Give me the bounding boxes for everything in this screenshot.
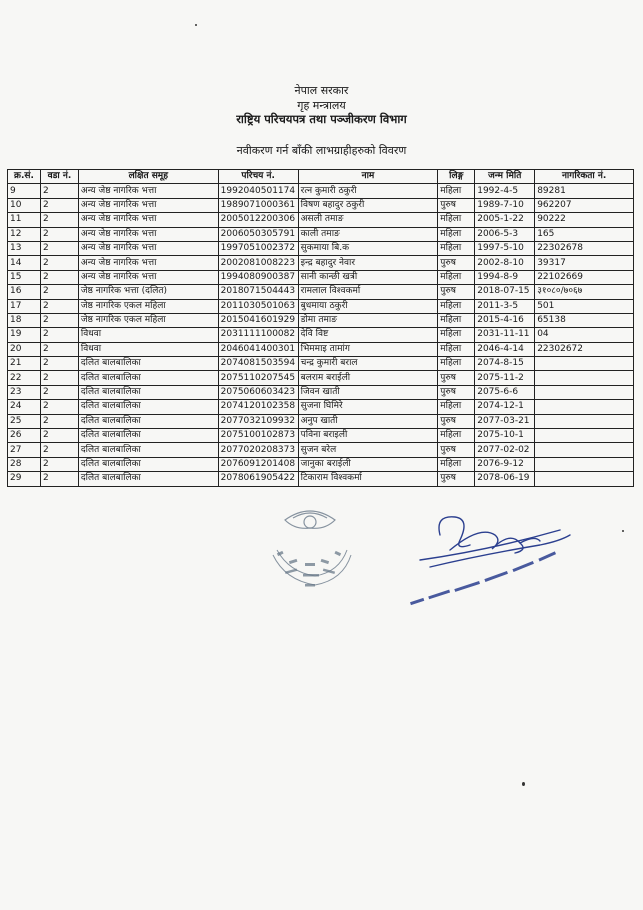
cell-gender: महिला (438, 299, 475, 313)
table-row (8, 429, 634, 443)
cell-gender: पुरुष (438, 472, 475, 486)
speck (622, 530, 624, 532)
cell-ward: 2 (40, 472, 78, 486)
cell-sn: 13 (8, 241, 41, 255)
table-row (8, 414, 634, 428)
cell-name: सुजन बरेल (298, 443, 438, 457)
document-subtitle: नवीकरण गर्न बाँकी लाभग्राहीहरुको विवरण (236, 144, 407, 157)
cell-id: 1997051002372 (218, 241, 298, 255)
cell-sn: 14 (8, 256, 41, 270)
cell-id: 2018071504443 (218, 285, 298, 299)
cell-id: 2006050305791 (218, 227, 298, 241)
cell-gender: महिला (438, 457, 475, 471)
header-col-ward: वडा नं. (40, 170, 78, 184)
cell-gender: पुरुष (438, 414, 475, 428)
cell-name: इन्द्र बहादुर नेवार (298, 256, 438, 270)
header-department: राष्ट्रिय परिचयपत्र तथा पञ्जीकरण विभाग (236, 112, 407, 126)
cell-group: दलित बालबालिका (78, 385, 218, 399)
cell-citizenship (535, 357, 634, 371)
cell-group: अन्य जेष्ठ नागरिक भत्ता (78, 184, 218, 198)
cell-name: डोमा तमाङ (298, 313, 438, 327)
table-row (8, 472, 634, 486)
cell-dob: 2011-3-5 (475, 299, 535, 313)
cell-ward: 2 (40, 256, 78, 270)
speck (195, 24, 197, 26)
cell-dob: 2015-4-16 (475, 313, 535, 327)
cell-gender: महिला (438, 400, 475, 414)
cell-dob: 1997-5-10 (475, 241, 535, 255)
table-row (8, 443, 634, 457)
cell-citizenship: 22102669 (535, 270, 634, 284)
cell-group: दलित बालबालिका (78, 414, 218, 428)
cell-id: 2031111100082 (218, 328, 298, 342)
cell-id: 2075100102873 (218, 429, 298, 443)
cell-citizenship (535, 472, 634, 486)
cell-name: जिवन खाती (298, 385, 438, 399)
cell-dob: 2077-02-02 (475, 443, 535, 457)
cell-name: जानुका बराईली (298, 457, 438, 471)
cell-sn: 21 (8, 357, 41, 371)
cell-dob: 2074-12-1 (475, 400, 535, 414)
cell-sn: 9 (8, 184, 41, 198)
cell-gender: पुरुष (438, 285, 475, 299)
cell-ward: 2 (40, 184, 78, 198)
cell-sn: 22 (8, 371, 41, 385)
cell-sn: 17 (8, 299, 41, 313)
table-row (8, 313, 634, 327)
cell-name: सानी कान्छी खत्री (298, 270, 438, 284)
cell-gender: महिला (438, 184, 475, 198)
table-row (8, 213, 634, 227)
cell-gender: महिला (438, 313, 475, 327)
cell-ward: 2 (40, 285, 78, 299)
cell-dob: 2075-11-2 (475, 371, 535, 385)
cell-sn: 25 (8, 414, 41, 428)
signature (410, 505, 610, 615)
cell-citizenship: 65138 (535, 313, 634, 327)
cell-group: अन्य जेष्ठ नागरिक भत्ता (78, 241, 218, 255)
cell-sn: 29 (8, 472, 41, 486)
cell-dob: 2077-03-21 (475, 414, 535, 428)
cell-sn: 18 (8, 313, 41, 327)
cell-name: बुधमाया ठकुरी (298, 299, 438, 313)
cell-id: 1992040501174 (218, 184, 298, 198)
header-col-sn: क्र.सं. (8, 170, 41, 184)
cell-ward: 2 (40, 429, 78, 443)
cell-citizenship (535, 414, 634, 428)
cell-name: देवि विष्ट (298, 328, 438, 342)
cell-id: 2076091201408 (218, 457, 298, 471)
table-header-row (8, 170, 634, 184)
cell-name: काली तमाङ (298, 227, 438, 241)
speck (522, 782, 525, 786)
cell-name: रामलाल विश्वकर्मा (298, 285, 438, 299)
cell-group: दलित बालबालिका (78, 400, 218, 414)
cell-gender: पुरुष (438, 198, 475, 212)
cell-gender: पुरुष (438, 256, 475, 270)
cell-citizenship: 962207 (535, 198, 634, 212)
table-row (8, 285, 634, 299)
cell-sn: 10 (8, 198, 41, 212)
header-col-citizenship: नागरिकता नं. (535, 170, 634, 184)
cell-group: दलित बालबालिका (78, 357, 218, 371)
cell-sn: 12 (8, 227, 41, 241)
table-row (8, 371, 634, 385)
cell-citizenship (535, 371, 634, 385)
table-row (8, 256, 634, 270)
cell-ward: 2 (40, 457, 78, 471)
cell-group: अन्य जेष्ठ नागरिक भत्ता (78, 213, 218, 227)
cell-ward: 2 (40, 299, 78, 313)
cell-name: सुकमाया बि.क (298, 241, 438, 255)
cell-id: 2077032109932 (218, 414, 298, 428)
cell-name: रत्न कुमारी ठकुरी (298, 184, 438, 198)
cell-sn: 16 (8, 285, 41, 299)
cell-citizenship (535, 385, 634, 399)
cell-name: पविना बराइली (298, 429, 438, 443)
cell-citizenship: 39317 (535, 256, 634, 270)
header-government: नेपाल सरकार (294, 84, 349, 97)
cell-ward: 2 (40, 414, 78, 428)
table-row (8, 270, 634, 284)
cell-id: 2075060603423 (218, 385, 298, 399)
cell-citizenship (535, 429, 634, 443)
cell-ward: 2 (40, 227, 78, 241)
cell-dob: 1992-4-5 (475, 184, 535, 198)
cell-group: दलित बालबालिका (78, 429, 218, 443)
cell-sn: 24 (8, 400, 41, 414)
cell-gender: महिला (438, 241, 475, 255)
cell-dob: 2078-06-19 (475, 472, 535, 486)
table-row (8, 198, 634, 212)
cell-citizenship: 04 (535, 328, 634, 342)
cell-dob: 2006-5-3 (475, 227, 535, 241)
cell-citizenship: ३१०८०/७०६७ (535, 285, 634, 299)
cell-sn: 23 (8, 385, 41, 399)
beneficiary-table (7, 169, 634, 487)
cell-group: दलित बालबालिका (78, 443, 218, 457)
cell-sn: 26 (8, 429, 41, 443)
table-row (8, 328, 634, 342)
cell-sn: 28 (8, 457, 41, 471)
cell-citizenship: 165 (535, 227, 634, 241)
cell-dob: 2002-8-10 (475, 256, 535, 270)
cell-sn: 19 (8, 328, 41, 342)
cell-group: अन्य जेष्ठ नागरिक भत्ता (78, 256, 218, 270)
cell-citizenship: 22302678 (535, 241, 634, 255)
cell-gender: महिला (438, 342, 475, 356)
cell-gender: पुरुष (438, 385, 475, 399)
cell-sn: 27 (8, 443, 41, 457)
cell-id: 2077020208373 (218, 443, 298, 457)
cell-name: सुजना घिमिरे (298, 400, 438, 414)
cell-id: 2011030501063 (218, 299, 298, 313)
header-col-gender: लिङ्ग (438, 170, 475, 184)
cell-name: भिममाइ तामांग (298, 342, 438, 356)
cell-group: जेष्ठ नागरिक भत्ता (दलित) (78, 285, 218, 299)
cell-citizenship: 501 (535, 299, 634, 313)
table-row (8, 457, 634, 471)
cell-ward: 2 (40, 342, 78, 356)
cell-id: 1994080900387 (218, 270, 298, 284)
cell-ward: 2 (40, 357, 78, 371)
cell-id: 2005012200306 (218, 213, 298, 227)
cell-gender: महिला (438, 357, 475, 371)
cell-group: दलित बालबालिका (78, 472, 218, 486)
cell-dob: 2074-8-15 (475, 357, 535, 371)
cell-sn: 20 (8, 342, 41, 356)
cell-gender: महिला (438, 270, 475, 284)
cell-ward: 2 (40, 385, 78, 399)
table-row (8, 184, 634, 198)
cell-citizenship: 89281 (535, 184, 634, 198)
header-col-dob: जन्म मिति (475, 170, 535, 184)
cell-gender: महिला (438, 429, 475, 443)
cell-gender: महिला (438, 213, 475, 227)
header-col-group: लक्षित समूह (78, 170, 218, 184)
cell-ward: 2 (40, 328, 78, 342)
header-col-id: परिचय नं. (218, 170, 298, 184)
cell-gender: पुरुष (438, 443, 475, 457)
cell-ward: 2 (40, 443, 78, 457)
cell-id: 2002081008223 (218, 256, 298, 270)
cell-gender: पुरुष (438, 371, 475, 385)
cell-citizenship (535, 400, 634, 414)
cell-id: 2074120102358 (218, 400, 298, 414)
cell-dob: 1989-7-10 (475, 198, 535, 212)
cell-dob: 2075-6-6 (475, 385, 535, 399)
cell-ward: 2 (40, 371, 78, 385)
cell-dob: 2018-07-15 (475, 285, 535, 299)
cell-group: अन्य जेष्ठ नागरिक भत्ता (78, 227, 218, 241)
cell-ward: 2 (40, 213, 78, 227)
cell-dob: 2075-10-1 (475, 429, 535, 443)
cell-citizenship (535, 457, 634, 471)
cell-id: 2015041601929 (218, 313, 298, 327)
header-col-name: नाम (298, 170, 438, 184)
cell-id: 2078061905422 (218, 472, 298, 486)
cell-ward: 2 (40, 400, 78, 414)
table-row (8, 385, 634, 399)
cell-name: चन्द्र कुमारी बराल (298, 357, 438, 371)
cell-citizenship (535, 443, 634, 457)
cell-dob: 2046-4-14 (475, 342, 535, 356)
cell-id: 2074081503594 (218, 357, 298, 371)
table-row (8, 342, 634, 356)
cell-name: बलराम बराईली (298, 371, 438, 385)
cell-name: विषण बहादुर ठकुरी (298, 198, 438, 212)
table-row (8, 299, 634, 313)
cell-group: दलित बालबालिका (78, 457, 218, 471)
official-seal (255, 500, 365, 595)
cell-name: असली तमाङ (298, 213, 438, 227)
cell-ward: 2 (40, 241, 78, 255)
cell-gender: महिला (438, 227, 475, 241)
cell-group: जेष्ठ नागरिक एकल महिला (78, 299, 218, 313)
cell-id: 2046041400301 (218, 342, 298, 356)
cell-ward: 2 (40, 198, 78, 212)
cell-dob: 2005-1-22 (475, 213, 535, 227)
cell-gender: महिला (438, 328, 475, 342)
cell-group: अन्य जेष्ठ नागरिक भत्ता (78, 270, 218, 284)
cell-citizenship: 90222 (535, 213, 634, 227)
cell-sn: 15 (8, 270, 41, 284)
cell-name: अनुप खाती (298, 414, 438, 428)
cell-dob: 2076-9-12 (475, 457, 535, 471)
table-row (8, 241, 634, 255)
cell-group: विधवा (78, 328, 218, 342)
table-row (8, 227, 634, 241)
cell-group: अन्य जेष्ठ नागरिक भत्ता (78, 198, 218, 212)
cell-sn: 11 (8, 213, 41, 227)
cell-name: टिकाराम विश्वकर्मा (298, 472, 438, 486)
cell-ward: 2 (40, 313, 78, 327)
cell-group: विधवा (78, 342, 218, 356)
table-row (8, 357, 634, 371)
table-body (8, 184, 634, 486)
cell-id: 1989071000361 (218, 198, 298, 212)
cell-citizenship: 22302672 (535, 342, 634, 356)
cell-group: जेष्ठ नागरिक एकल महिला (78, 313, 218, 327)
cell-dob: 1994-8-9 (475, 270, 535, 284)
cell-id: 2075110207545 (218, 371, 298, 385)
table-row (8, 400, 634, 414)
cell-group: दलित बालबालिका (78, 371, 218, 385)
header-ministry: गृह मन्त्रालय (297, 99, 346, 112)
cell-ward: 2 (40, 270, 78, 284)
cell-dob: 2031-11-11 (475, 328, 535, 342)
